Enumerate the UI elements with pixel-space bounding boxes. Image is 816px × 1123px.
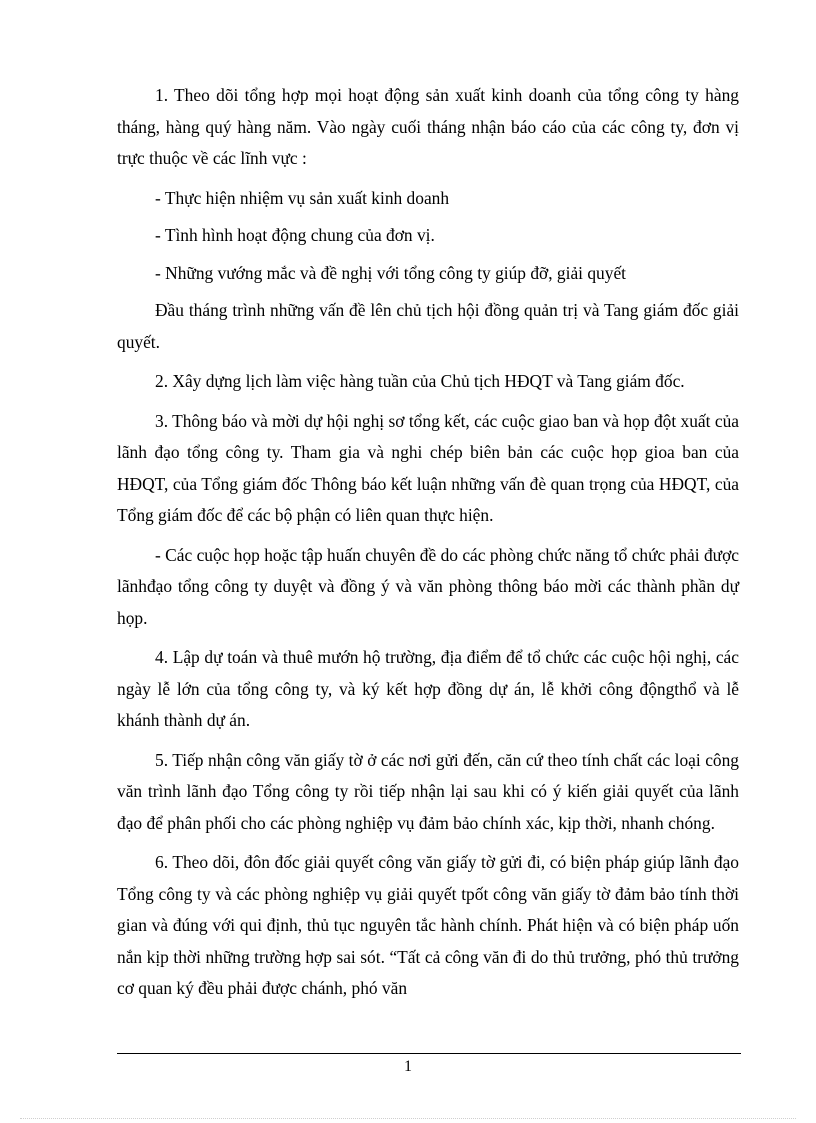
page-number: 1 — [404, 1058, 412, 1075]
bullet-paragraph: - Các cuộc họp hoặc tập huấn chuyên đề do các phòng chức năng tổ chức phải được lãnhđạo tổng công ty duyệt và đồng ý và văn phòng thông báo mời các thành phần dự họp. — [117, 544, 739, 628]
paragraph-4: 4. Lập dự toán và thuê mướn hộ trường, địa điểm để tổ chức các cuộc hội nghị, các ngày lễ lớn của tổng công ty, và ký kết hợp đồng dự án, lễ khởi công độngthổ và lễ khánh thành dự án. — [117, 647, 739, 730]
bullet-item: - Thực hiện nhiệm vụ sản xuất kinh doanh — [155, 187, 450, 208]
paragraph-2: 2. Xây dựng lịch làm việc hàng tuần của Chủ tịch HĐQT và Tang giám đốc. — [155, 371, 685, 391]
footer-divider — [117, 1053, 741, 1054]
page-edge-divider — [20, 1118, 796, 1119]
paragraph-6: 6. Theo dõi, đôn đốc giải quyết công văn giấy tờ gửi đi, có biện pháp giúp lãnh đạo Tổng công ty và các phòng nghiệp vụ giải quyết tpốt công văn giấy tờ đảm bảo tính thời gian và đúng với qui định, thủ tục nguyên tắc hành chính. Phát hiện và có biện pháp uốn nắn kịp thời những trường hợp sai sót. “Tất cả công văn đi do thủ trưởng, phó thủ trưởng cơ quan ký đều phải được chánh, phó văn — [117, 852, 739, 998]
paragraph-1: 1. Theo dõi tổng hợp mọi hoạt động sản xuất kinh doanh của tổng công ty hàng tháng, hàng quý hàng năm. Vào ngày cuối tháng nhận báo cáo của các công ty, đơn vị trực thuộc về các lĩnh vực : — [117, 85, 739, 168]
paragraph-3: 3. Thông báo và mời dự hội nghị sơ tổng kết, các cuộc giao ban và họp đột xuất của lãnh đạo tổng công ty. Tham gia và nghi chép biên bản các cuộc họp gioa ban của HĐQT, của Tổng giám đốc Thông báo kết luận những vấn đè quan trọng của HĐQT, của Tổng giám đốc để các bộ phận có liên quan thực hiện. — [117, 410, 739, 525]
paragraph-plain: Đầu tháng trình những vấn đề lên chủ tịch hội đồng quản trị và Tang giám đốc giải quyết. — [117, 300, 739, 352]
paragraph-5: 5. Tiếp nhận công văn giấy tờ ở các nơi gửi đến, căn cứ theo tính chất các loại công văn trình lãnh đạo Tổng công ty rồi tiếp nhận lại sau khi có ý kiến giải quyết của lãnh đạo để phân phối cho các phòng nghiệp vụ đảm bảo chính xác, kịp thời, nhanh chóng. — [117, 749, 739, 833]
bullet-item: - Tình hình hoạt động chung của đơn vị. — [155, 225, 435, 245]
bullet-item: - Những vướng mắc và đề nghị với tổng công ty giúp đỡ, giải quyết — [155, 262, 626, 283]
page-body — [117, 80, 739, 1013]
